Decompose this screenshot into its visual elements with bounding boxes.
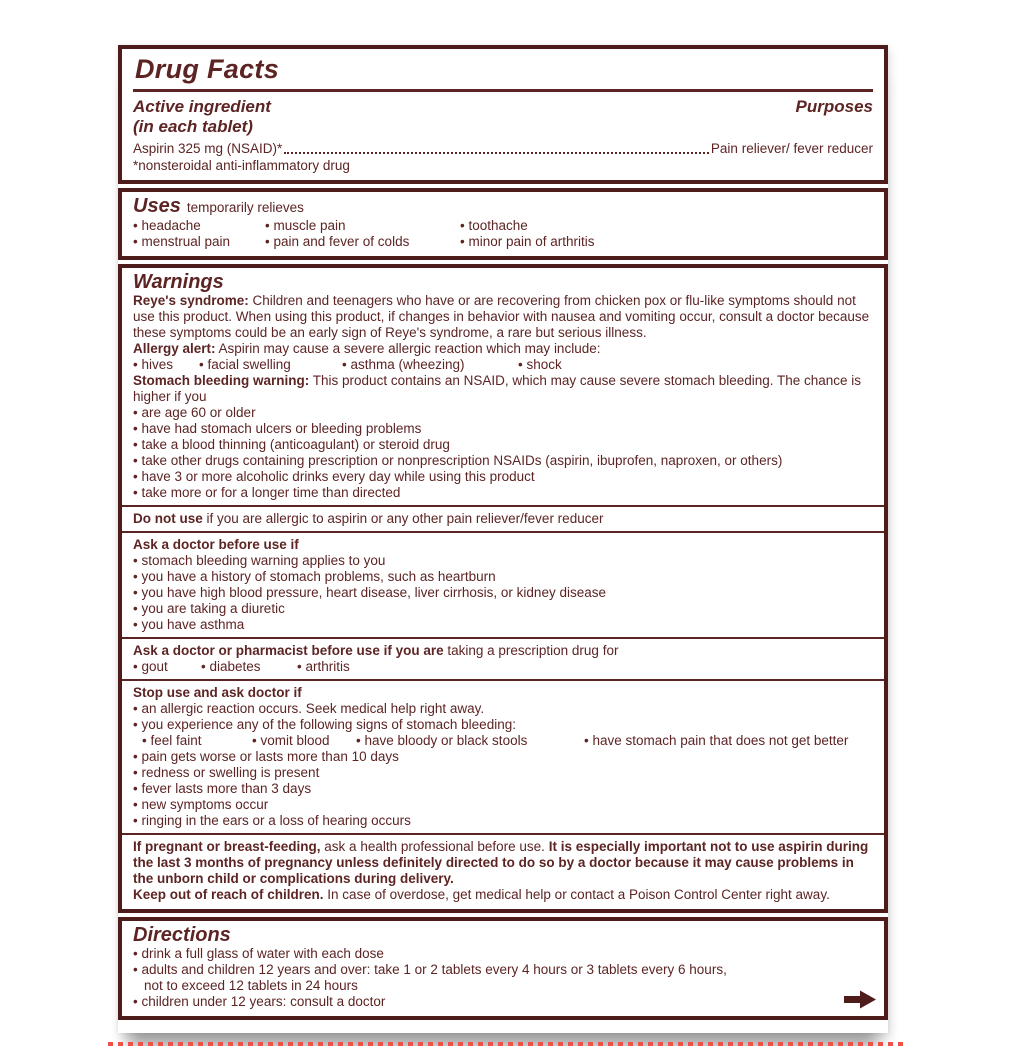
warnings-heading: Warnings — [133, 270, 224, 293]
stomach-bleeding-paragraph — [133, 373, 873, 405]
prescription-drug-row — [133, 659, 873, 675]
section-divider — [122, 505, 884, 507]
section-divider — [122, 531, 884, 533]
stop-use-item: • fever lasts more than 3 days — [133, 781, 873, 797]
pregnancy-bold: It is especially important not to use aspirin during the last 3 months of pregnancy unless definitely directed to do so by a doctor because it may cause problems in the unborn child or complications during delivery. — [133, 838, 869, 886]
pregnancy-lead: If pregnant or breast-feeding, — [133, 838, 321, 854]
reyes-lead: Reye's syndrome: — [133, 292, 249, 308]
allergy-text: Aspirin may cause a severe allergic reaction which may include: — [218, 340, 601, 356]
uses-row-1 — [133, 218, 873, 234]
ask-doctor-heading: Ask a doctor before use if — [133, 536, 299, 552]
ask-pharmacist-lead: Ask a doctor or pharmacist before use if you are — [133, 642, 444, 658]
keep-lead: Keep out of reach of children. — [133, 886, 324, 902]
ask-doctor-item: • you have a history of stomach problems, such as heartburn — [133, 569, 873, 585]
header-section — [118, 45, 888, 184]
bleeding-sign-item: • feel faint — [142, 733, 252, 749]
section-divider — [122, 833, 884, 835]
prescription-item: • gout — [133, 659, 201, 675]
directions-item: • adults and children 12 years and over: take 1 or 2 tablets every 4 hours or 3 tablets every 6 hours, — [133, 962, 873, 978]
section-divider — [122, 637, 884, 639]
bleeding-sign-item: • vomit blood — [252, 733, 356, 749]
reyes-syndrome-paragraph — [133, 293, 873, 341]
reyes-text: Children and teenagers who have or are recovering from chicken pox or flu-like symptoms should not use this product. When using this product, if changes in behavior with nausea and vomiting occur, consult a doctor because these symptoms could be an early sign of Reye's syndrome, a rare but serious illness. — [133, 292, 870, 340]
ask-pharmacist-paragraph — [133, 643, 873, 659]
ingredient-name: Aspirin 325 mg (NSAID)* — [133, 140, 283, 156]
keep-out-of-reach-paragraph — [133, 887, 873, 903]
ingredient-purpose-row — [133, 141, 873, 157]
use-item: • pain and fever of colds — [265, 234, 460, 250]
pregnancy-mid: ask a health professional before use. — [324, 838, 545, 854]
do-not-use-text: if you are allergic to aspirin or any other pain reliever/fever reducer — [206, 510, 604, 526]
use-item: • muscle pain — [265, 218, 460, 234]
section-divider — [122, 679, 884, 681]
allergy-item: • shock — [518, 357, 562, 373]
uses-heading: Uses — [133, 194, 181, 217]
bleeding-sign-item: • have bloody or black stools — [356, 733, 584, 749]
uses-heading-row — [133, 195, 873, 217]
directions-item: • drink a full glass of water with each dose — [133, 946, 873, 962]
directions-item: • children under 12 years: consult a doctor — [133, 994, 873, 1010]
stop-use-item: • you experience any of the following signs of stomach bleeding: — [133, 717, 873, 733]
stomach-item: • are age 60 or older — [133, 405, 873, 421]
stomach-text: This product contains an NSAID, which may cause severe stomach bleeding. The chance is higher if you — [133, 372, 862, 404]
stop-use-item: • redness or swelling is present — [133, 765, 873, 781]
use-item: • toothache — [460, 218, 528, 234]
allergy-item: • hives — [133, 357, 199, 373]
use-item: • menstrual pain — [133, 234, 265, 250]
arrow-right-icon — [843, 988, 877, 1011]
ingredient-purpose: Pain reliever/ fever reducer — [710, 140, 873, 156]
dotted-leader — [284, 152, 709, 154]
stomach-lead: Stomach bleeding warning: — [133, 372, 310, 388]
active-ingredient-heading — [133, 97, 271, 138]
ask-doctor-item: • you have asthma — [133, 617, 873, 633]
stomach-item: • take more or for a longer time than directed — [133, 485, 873, 501]
use-item: • headache — [133, 218, 265, 234]
active-ingredient-line2: (in each tablet) — [133, 117, 253, 137]
drug-facts-label — [118, 45, 888, 1033]
nsaid-footnote: *nonsteroidal anti-inflammatory drug — [133, 157, 350, 173]
stop-use-item: • pain gets worse or lasts more than 10 days — [133, 749, 873, 765]
use-item: • minor pain of arthritis — [460, 234, 595, 250]
directions-item-continuation: not to exceed 12 tablets in 24 hours — [144, 977, 358, 993]
uses-section — [118, 188, 888, 260]
stomach-item: • have had stomach ulcers or bleeding problems — [133, 421, 873, 437]
prescription-item: • arthritis — [297, 659, 350, 675]
ask-doctor-item: • stomach bleeding warning applies to you — [133, 553, 873, 569]
allergy-item: • facial swelling — [199, 357, 342, 373]
pregnancy-paragraph — [133, 839, 873, 887]
active-ingredient-row — [133, 97, 873, 138]
allergy-alert-paragraph — [133, 341, 873, 357]
stop-use-heading: Stop use and ask doctor if — [133, 684, 302, 700]
stomach-item: • take a blood thinning (anticoagulant) or steroid drug — [133, 437, 873, 453]
ask-pharmacist-text: taking a prescription drug for — [447, 642, 619, 658]
stop-use-item: • new symptoms occur — [133, 797, 873, 813]
directions-section — [118, 917, 888, 1020]
bleeding-sign-item: • have stomach pain that does not get better — [584, 733, 848, 749]
stop-use-item: • an allergic reaction occurs. Seek medical help right away. — [133, 701, 873, 717]
bleeding-signs-row — [133, 733, 873, 749]
stomach-item: • have 3 or more alcoholic drinks every day while using this product — [133, 469, 873, 485]
warnings-section — [118, 264, 888, 913]
keep-text: In case of overdose, get medical help or contact a Poison Control Center right away. — [327, 886, 830, 902]
title-divider — [133, 89, 873, 92]
uses-row-2 — [133, 234, 873, 250]
do-not-use-paragraph — [133, 511, 873, 527]
drug-facts-title: Drug Facts — [135, 54, 280, 84]
prescription-item: • diabetes — [201, 659, 297, 675]
stop-use-item: • ringing in the ears or a loss of hearing occurs — [133, 813, 873, 829]
ask-doctor-item: • you are taking a diuretic — [133, 601, 873, 617]
directions-heading: Directions — [133, 923, 231, 946]
uses-intro: temporarily relieves — [186, 199, 304, 215]
allergy-symptoms-row — [133, 357, 873, 373]
do-not-use-lead: Do not use — [133, 510, 203, 526]
active-ingredient-line1: Active ingredient — [133, 97, 271, 116]
ask-doctor-item: • you have high blood pressure, heart disease, liver cirrhosis, or kidney disease — [133, 585, 873, 601]
allergy-lead: Allergy alert: — [133, 340, 216, 356]
perforation-line — [108, 1042, 905, 1046]
stomach-item: • take other drugs containing prescription or nonprescription NSAIDs (aspirin, ibuprofen, naproxen, or others) — [133, 453, 873, 469]
allergy-item: • asthma (wheezing) — [342, 357, 518, 373]
purposes-heading: Purposes — [795, 97, 873, 116]
